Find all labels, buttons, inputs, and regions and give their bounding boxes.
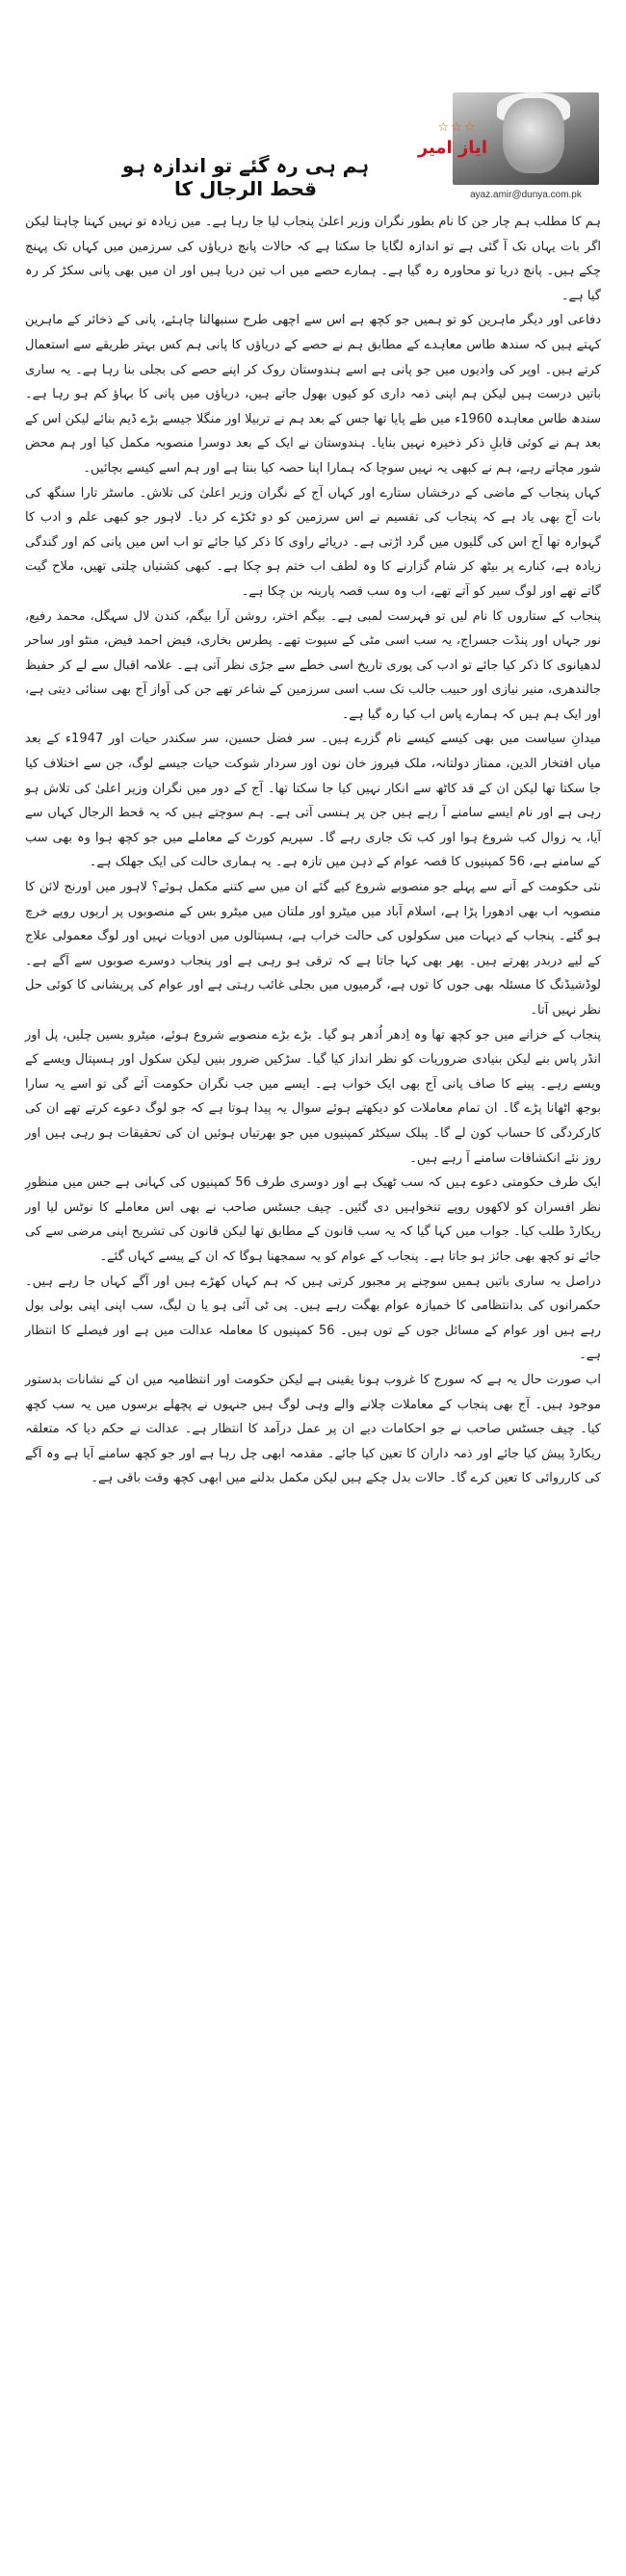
paragraph: دراصل یہ ساری باتیں ہمیں سوچنے پر مجبور کرتی ہیں کہ ہم کہاں کھڑے ہیں اور آگے کہاں جا رہے ہیں۔ حکمرانوں کی بدانتظامی کا خمیازہ عوام بھگت رہے ہیں۔ پی ٹی آئی ہو یا ن لیگ، سب اپنی اپنی بولی بول رہے ہیں اور عوام کے مسائل جوں کے توں ہیں۔ 56 کمپنیوں کا معاملہ عدالت میں ہے اور فیصلے کا انتظار ہے۔ — [25, 1274, 601, 1363]
paragraph: ایک طرف حکومتی دعوے ہیں کہ سب ٹھیک ہے اور دوسری طرف 56 کمپنیوں کی کہانی ہے جس میں منظورِ نظر افسران کو لاکھوں روپے تنخواہیں دی گئیں۔ چیف جسٹس صاحب نے بھی اس معاملے کا نوٹس لیا اور ریکارڈ طلب کیا۔ جواب میں کہا گیا کہ یہ سب قانون کے مطابق تھا لیکن قانون کی تشریح اپنی مرضی سے کی جائے تو کچھ بھی جائز ہو جاتا ہے۔ پنجاب کے عوام کو یہ سمجھنا ہوگا کہ ان کے پیسے کہاں گئے۔ — [25, 1175, 601, 1264]
paragraph: نئی حکومت کے آنے سے پہلے جو منصوبے شروع کیے گئے ان میں سے کتنے مکمل ہوئے؟ لاہور میں اورنج لائن کا منصوبہ اب بھی ادھورا پڑا ہے، اسلام آباد میں میٹرو اور ملتان میں میٹرو بس کے منصوبوں پر اربوں روپے خرچ ہو گئے۔ پنجاب کے دیہات میں سکولوں کی حالت خراب ہے، ہسپتالوں میں ادویات نہیں اور لوگ معمولی علاج کے لیے دربدر پھرتے ہیں۔ پھر بھی کہا جاتا ہے کہ ترقی ہو رہی ہے اور پنجاب دوسرے صوبوں سے آگے ہے۔ لوڈشیڈنگ کا مسئلہ بھی جوں کا توں ہے، گرمیوں میں بجلی غائب رہتی ہے اور عوام کی پریشانی کا کوئی حل نظر نہیں آتا۔ — [25, 880, 601, 1018]
article-body — [25, 210, 601, 2559]
paragraph: پنجاب کے ستاروں کا نام لیں تو فہرست لمبی ہے۔ بیگم اختر، روشن آرا بیگم، کندن لال سہگل، محمد رفیع، نور جہاں اور پنڈت جسراج، یہ سب اسی مٹی کے سپوت تھے۔ پطرس بخاری، فیض احمد فیض، منٹو اور ساحر لدھیانوی کا ذکر کیا جائے تو ادب کی پوری تاریخ اسی خطے سے جڑی نظر آتی ہے۔ علامہ اقبال سے لے کر حفیظ جالندھری، منیر نیازی اور حبیب جالب تک سب اسی سرزمین کے شاعر تھے جن کی آواز آج بھی سنائی دیتی ہے، اور ایک ہم ہیں کہ ہمارے پاس اب کیا رہ گیا ہے۔ — [25, 608, 601, 722]
paragraph: دفاعی اور دیگر ماہرین کو تو ہمیں جو کچھ ہے اس سے اچھی طرح سنبھالنا چاہئے، پانی کے ذخائر کے ماہرین کہتے ہیں کہ سندھ طاس معاہدے کے مطابق ہم نے حصے کے دریاؤں کا پانی ہم کس بہتر طریقے سے استعمال کرتے ہیں۔ اوپر کی وادیوں میں جو پانی ہے اسے ہندوستان روک کر اپنے حصے کی بجلی بنا رہا ہے۔ یہ ساری باتیں درست ہیں لیکن ہم اپنی ذمہ داری کو کیوں بھول جاتے ہیں، دریاؤں میں پانی کا بہاؤ کم ہو رہا ہے۔ سندھ طاس معاہدہ 1960ء میں طے پایا تھا جس کے بعد ہم نے تربیلا اور منگلا جیسے بڑے ڈیم بنائے لیکن اس کے بعد ہم نے کوئی قابلِ ذکر ذخیرہ نہیں بنایا۔ ہندوستان نے ایک کے بعد دوسرا منصوبہ مکمل کیا اور ہم محض شور مچاتے رہے، ہم نے کبھی یہ نہیں سوچا کہ ہمارا اپنا حصہ کیا بنتا ہے اور ہم اسے کیسے بچائیں۔ — [25, 313, 601, 476]
column-title: ہم ہی رہ گئے تو اندازہ ہو قحط الرجال کا — [121, 154, 370, 200]
paragraph: میدانِ سیاست میں بھی کیسے کیسے نام گزرے ہیں۔ سر فضل حسین، سر سکندر حیات اور 1947ء کے بعد میاں افتخار الدین، ممتاز دولتانہ، ملک فیروز خان نون اور سردار شوکت حیات جیسے لوگ، جن سے اختلاف کیا جا سکتا تھا لیکن ان کے قد کاٹھ سے انکار نہیں کیا جا سکتا تھا۔ آج کے دور میں نگران وزیر اعلیٰ کی تلاش ہو رہی ہے اور نام ایسے سامنے آ رہے ہیں جن پر ہنسی آتی ہے۔ ہم سوچتے ہیں کہ یہ قحط الرجال کہاں سے آیا، یہ زوال کب شروع ہوا اور کب تک جاری رہے گا۔ سپریم کورٹ کے معاملے میں جو کچھ ہوا وہ بھی سب کے سامنے ہے، 56 کمپنیوں کا قصہ عوام کے ذہن میں تازہ ہے۔ یہ ہماری حالت کی ایک جھلک ہے۔ — [25, 732, 601, 870]
author-email: ayaz.amir@dunya.com.pk — [470, 190, 582, 200]
paragraph: اب صورت حال یہ ہے کہ سورج کا غروب ہونا یقینی ہے لیکن حکومت اور انتظامیہ میں ان کے نشانات بدستور موجود ہیں۔ آج بھی پنجاب کے معاملات چلانے والے وہی لوگ ہیں جنہوں نے پچھلے برسوں میں یہ سب کچھ کیا۔ چیف جسٹس صاحب نے جو احکامات دیے ان پر عمل درآمد کا انتظار ہے۔ عدالت نے حکم دیا کہ متعلقہ ریکارڈ پیش کیا جائے اور ذمہ داران کا تعین کیا جائے۔ مقدمہ ابھی چل رہا ہے اور جو کچھ سامنے آیا ہے وہ آگے کی کارروائی کا تعین کرے گا۔ حالات بدل چکے ہیں لیکن مکمل بدلنے میں ابھی کچھ وقت باقی ہے۔ — [25, 1372, 601, 1486]
author-photo-face — [503, 98, 564, 173]
paragraph: کہاں پنجاب کے ماضی کے درخشاں ستارے اور کہاں آج کے نگران وزیر اعلیٰ کی تلاش۔ ماسٹر تارا سنگھ کی بات آج بھی یاد ہے کہ پنجاب کی تقسیم نے اس سرزمین کو دو ٹکڑے کر دیا۔ لاہور جو کبھی علم و ادب کا گہوارہ تھا آج اس کی گلیوں میں گرد اڑتی ہے۔ دریائے راوی کا ذکر کیا جائے تو اب اس میں پانی کم اور گندگی زیادہ ہے، کنارے پر بیٹھ کر شام گزارنے کا وہ لطف اب ختم ہو چکا ہے۔ کبھی کشتیاں چلتی تھیں، ملاح گیت گاتے تھے اور لوگ سیر کو آتے تھے، اب وہ سب قصہ پارینہ بن چکا ہے۔ — [25, 485, 601, 599]
author-name: ایاز امیر — [417, 138, 487, 158]
stars-icon: ☆☆☆ — [437, 120, 478, 135]
column-header — [0, 0, 626, 208]
paragraph: ہم کا مطلب ہم چار جن کا نام بطور نگران وزیر اعلیٰ پنجاب لیا جا رہا ہے۔ میں زیادہ تو نہیں کہنا چاہتا لیکن اگر بات یہاں تک آ گئی ہے تو اندازہ لگایا جا سکتا ہے کہ حالات پانچ دریاؤں کی سرزمین میں کہاں تک پہنچ چکے ہیں۔ پانچ دریا تو محاورہ رہ گیا ہے۔ ہمارے حصے میں اب تین دریا ہیں اور ان میں بھی پانی سکڑ کر رہ گیا ہے۔ — [25, 215, 601, 303]
paragraph: پنجاب کے خزانے میں جو کچھ تھا وہ اِدھر اُدھر ہو گیا۔ بڑے بڑے منصوبے شروع ہوئے، میٹرو بسیں چلیں، پل اور انڈر پاس بنے لیکن بنیادی ضروریات کو نظر انداز کیا گیا۔ سڑکیں ضرور بنیں لیکن سکول اور ہسپتال ویسے کے ویسے رہے۔ پینے کا صاف پانی آج بھی ایک خواب ہے۔ ایسے میں جب نگران حکومت آئے گی تو اسے یہ سارا بوجھ اٹھانا پڑے گا۔ ان تمام معاملات کو دیکھتے ہوئے سوال یہ پیدا ہوتا ہے کہ جو لوگ دعوے کرتے تھے ان کی کارکردگی کا حساب کون لے گا۔ پبلک سیکٹر کمپنیوں میں جو بھرتیاں ہوئیں ان کی تحقیقات ہو رہی ہیں اور روز نئے انکشافات سامنے آ رہے ہیں۔ — [25, 1027, 601, 1166]
